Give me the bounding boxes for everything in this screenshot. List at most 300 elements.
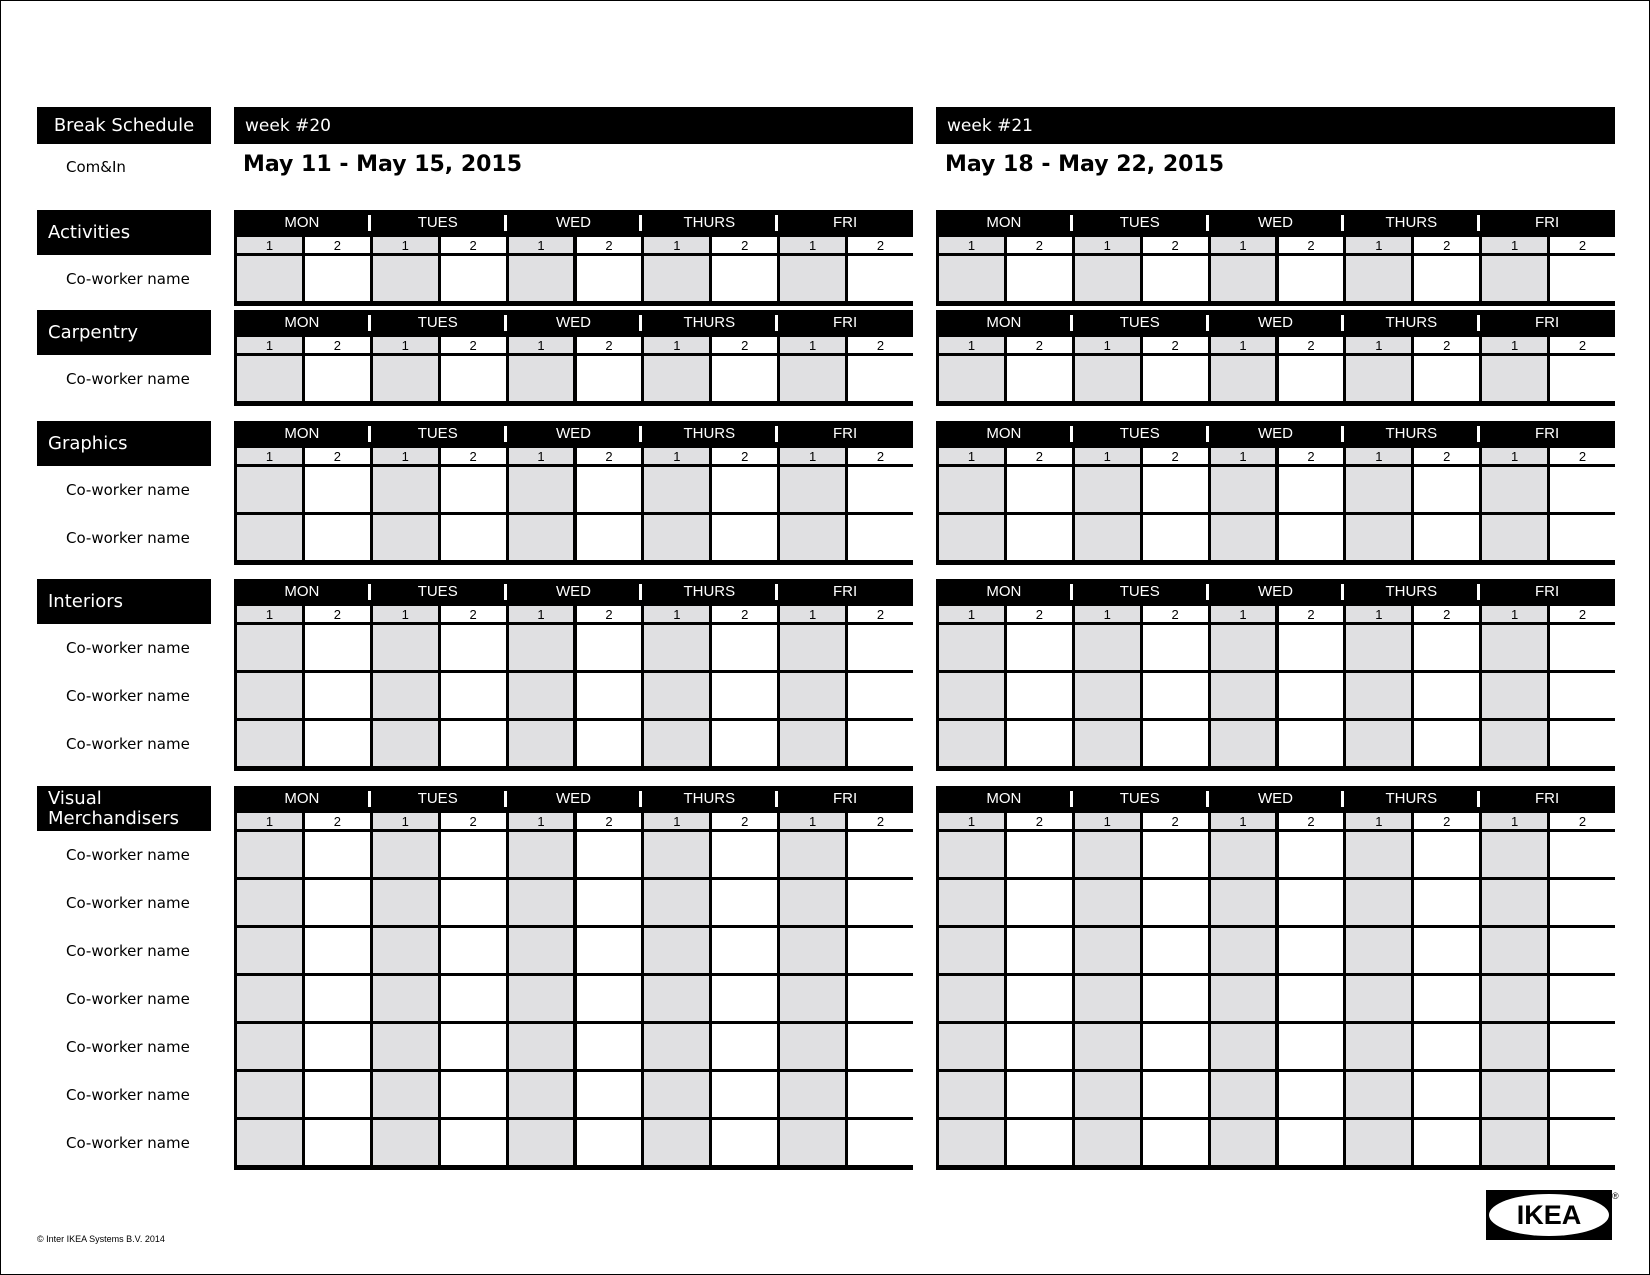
- break-cell[interactable]: [644, 625, 709, 670]
- break-cell[interactable]: [1007, 625, 1072, 670]
- break-cell[interactable]: [780, 467, 845, 512]
- break-cell[interactable]: [1550, 1120, 1615, 1165]
- break-cell[interactable]: [1075, 928, 1140, 973]
- break-cell[interactable]: [644, 832, 709, 877]
- break-cell[interactable]: [939, 928, 1004, 973]
- break-cell[interactable]: [1007, 256, 1072, 301]
- break-cell[interactable]: [939, 880, 1004, 925]
- break-cell[interactable]: [373, 467, 438, 512]
- break-cell[interactable]: [577, 467, 642, 512]
- break-cell[interactable]: [305, 256, 370, 301]
- break-cell[interactable]: [1550, 256, 1615, 301]
- day-header: WED: [555, 314, 591, 331]
- break-cell[interactable]: [712, 625, 777, 670]
- break-cell[interactable]: [1414, 1072, 1479, 1117]
- break-cell[interactable]: [441, 515, 506, 560]
- break-cell[interactable]: [848, 928, 913, 973]
- break-cell[interactable]: [1414, 976, 1479, 1021]
- break-cell[interactable]: [1414, 673, 1479, 718]
- break-cell[interactable]: [1346, 832, 1411, 877]
- day-divider: [1477, 215, 1480, 231]
- break-cell[interactable]: [1550, 721, 1615, 766]
- break-cell[interactable]: [939, 976, 1004, 1021]
- break-cell[interactable]: [1279, 673, 1344, 718]
- break-cell[interactable]: [1007, 356, 1072, 401]
- break-cell[interactable]: [577, 673, 642, 718]
- break-cell[interactable]: [1143, 880, 1208, 925]
- break-cell[interactable]: [939, 467, 1004, 512]
- break-cell[interactable]: [1007, 673, 1072, 718]
- break-cell[interactable]: [305, 356, 370, 401]
- break-cell[interactable]: [780, 1120, 845, 1165]
- break-cell[interactable]: [305, 625, 370, 670]
- break-cell[interactable]: [939, 515, 1004, 560]
- break-cell[interactable]: [237, 515, 302, 560]
- break-cell[interactable]: [577, 1024, 642, 1069]
- break-cell[interactable]: [1482, 673, 1547, 718]
- break-cell[interactable]: [509, 976, 574, 1021]
- break-cell[interactable]: [577, 928, 642, 973]
- break-cell[interactable]: [441, 928, 506, 973]
- break-cell[interactable]: [305, 721, 370, 766]
- break-cell[interactable]: [1007, 1072, 1072, 1117]
- break-cell[interactable]: [712, 928, 777, 973]
- break-cell[interactable]: [577, 976, 642, 1021]
- break-cell[interactable]: [1414, 928, 1479, 973]
- break-cell[interactable]: [780, 256, 845, 301]
- break-cell[interactable]: [373, 515, 438, 560]
- break-cell[interactable]: [712, 356, 777, 401]
- break-cell[interactable]: [1279, 625, 1344, 670]
- break-cell[interactable]: [1075, 625, 1140, 670]
- break-cell[interactable]: [305, 467, 370, 512]
- break-cell[interactable]: [577, 832, 642, 877]
- break-cell[interactable]: [1550, 515, 1615, 560]
- break-cell[interactable]: [1414, 625, 1479, 670]
- break-cell[interactable]: [237, 256, 302, 301]
- break-cell[interactable]: [1075, 356, 1140, 401]
- break-cell[interactable]: [509, 467, 574, 512]
- break-cell[interactable]: [848, 673, 913, 718]
- break-cell[interactable]: [237, 625, 302, 670]
- copyright-notice: © Inter IKEA Systems B.V. 2014: [37, 1234, 165, 1244]
- break-cell[interactable]: [1414, 880, 1479, 925]
- break-cell[interactable]: [373, 1120, 438, 1165]
- break-cell[interactable]: [780, 1024, 845, 1069]
- break-cell[interactable]: [939, 721, 1004, 766]
- break-cell[interactable]: [1550, 832, 1615, 877]
- break-cell[interactable]: [712, 832, 777, 877]
- break-cell[interactable]: [712, 515, 777, 560]
- break-cell[interactable]: [1346, 625, 1411, 670]
- break-cell[interactable]: [509, 1120, 574, 1165]
- break-cell[interactable]: [644, 356, 709, 401]
- break-cell[interactable]: [509, 256, 574, 301]
- break-cell[interactable]: [780, 1072, 845, 1117]
- break-cell[interactable]: [1075, 880, 1140, 925]
- break-cell[interactable]: [1279, 721, 1344, 766]
- break-cell[interactable]: [305, 515, 370, 560]
- break-cell[interactable]: [1482, 1024, 1547, 1069]
- break-number: 1: [237, 813, 302, 829]
- break-cell[interactable]: [1075, 976, 1140, 1021]
- break-cell[interactable]: [712, 880, 777, 925]
- department-label: Carpentry: [37, 310, 211, 355]
- break-cell[interactable]: [1346, 1072, 1411, 1117]
- break-cell[interactable]: [1279, 1072, 1344, 1117]
- break-cell[interactable]: [373, 928, 438, 973]
- break-cell[interactable]: [848, 256, 913, 301]
- break-cell[interactable]: [1482, 721, 1547, 766]
- day-divider: [775, 426, 778, 442]
- break-cell[interactable]: [780, 515, 845, 560]
- break-cell[interactable]: [509, 356, 574, 401]
- break-cell[interactable]: [441, 976, 506, 1021]
- break-cell[interactable]: [1279, 832, 1344, 877]
- break-cell[interactable]: [780, 976, 845, 1021]
- break-cell[interactable]: [1482, 256, 1547, 301]
- break-cell[interactable]: [509, 515, 574, 560]
- break-cell[interactable]: [441, 1024, 506, 1069]
- break-cell[interactable]: [848, 1072, 913, 1117]
- break-cell[interactable]: [1143, 515, 1208, 560]
- break-cell[interactable]: [1143, 928, 1208, 973]
- break-cell[interactable]: [644, 673, 709, 718]
- break-cell[interactable]: [1211, 1120, 1276, 1165]
- break-cell[interactable]: [939, 256, 1004, 301]
- break-cell[interactable]: [1143, 1072, 1208, 1117]
- break-cell[interactable]: [1007, 1120, 1072, 1165]
- break-cell[interactable]: [1007, 515, 1072, 560]
- break-cell[interactable]: [1211, 880, 1276, 925]
- break-cell[interactable]: [1482, 976, 1547, 1021]
- break-cell[interactable]: [1414, 467, 1479, 512]
- break-cell[interactable]: [237, 721, 302, 766]
- break-cell[interactable]: [712, 467, 777, 512]
- break-cell[interactable]: [373, 832, 438, 877]
- break-cell[interactable]: [1143, 1024, 1208, 1069]
- day-header: MON: [986, 214, 1022, 231]
- break-cell[interactable]: [644, 1072, 709, 1117]
- break-cell[interactable]: [577, 721, 642, 766]
- break-cell[interactable]: [441, 256, 506, 301]
- break-cell[interactable]: [237, 880, 302, 925]
- break-cell[interactable]: [237, 356, 302, 401]
- break-cell[interactable]: [373, 880, 438, 925]
- break-cell[interactable]: [509, 625, 574, 670]
- break-number: 1: [644, 606, 709, 622]
- break-cell[interactable]: [1211, 467, 1276, 512]
- break-cell[interactable]: [1007, 928, 1072, 973]
- break-cell[interactable]: [1211, 721, 1276, 766]
- break-cell[interactable]: [939, 625, 1004, 670]
- break-cell[interactable]: [373, 1072, 438, 1117]
- break-cell[interactable]: [1550, 1024, 1615, 1069]
- break-cell[interactable]: [441, 356, 506, 401]
- break-cell[interactable]: [373, 976, 438, 1021]
- break-cell[interactable]: [577, 515, 642, 560]
- break-cell[interactable]: [1211, 1024, 1276, 1069]
- department-label: Interiors: [37, 579, 211, 624]
- break-cell[interactable]: [939, 1120, 1004, 1165]
- break-cell[interactable]: [939, 673, 1004, 718]
- break-cell[interactable]: [441, 721, 506, 766]
- break-cell[interactable]: [305, 928, 370, 973]
- break-cell[interactable]: [577, 356, 642, 401]
- break-number: 2: [1007, 606, 1072, 622]
- break-cell[interactable]: [305, 976, 370, 1021]
- break-cell[interactable]: [1550, 673, 1615, 718]
- break-cell[interactable]: [1550, 928, 1615, 973]
- break-cell[interactable]: [780, 880, 845, 925]
- break-cell[interactable]: [1075, 832, 1140, 877]
- break-cell[interactable]: [644, 515, 709, 560]
- break-cell[interactable]: [780, 625, 845, 670]
- day-divider: [639, 584, 642, 600]
- break-cell[interactable]: [712, 1072, 777, 1117]
- break-cell[interactable]: [577, 1120, 642, 1165]
- break-cell[interactable]: [1346, 256, 1411, 301]
- break-cell[interactable]: [1279, 976, 1344, 1021]
- break-cell[interactable]: [939, 1024, 1004, 1069]
- break-cell[interactable]: [373, 356, 438, 401]
- break-cell[interactable]: [237, 928, 302, 973]
- break-cell[interactable]: [1550, 356, 1615, 401]
- break-cell[interactable]: [712, 976, 777, 1021]
- break-cell[interactable]: [644, 928, 709, 973]
- break-cell[interactable]: [1211, 928, 1276, 973]
- break-cell[interactable]: [644, 880, 709, 925]
- break-cell[interactable]: [1143, 256, 1208, 301]
- break-cell[interactable]: [1007, 880, 1072, 925]
- break-cell[interactable]: [1414, 356, 1479, 401]
- break-cell[interactable]: [1143, 721, 1208, 766]
- break-cell[interactable]: [1279, 880, 1344, 925]
- break-cell[interactable]: [1075, 1024, 1140, 1069]
- break-cell[interactable]: [1550, 467, 1615, 512]
- break-cell[interactable]: [848, 1120, 913, 1165]
- break-cell[interactable]: [237, 1024, 302, 1069]
- break-cell[interactable]: [1346, 721, 1411, 766]
- break-cell[interactable]: [644, 1120, 709, 1165]
- break-cell[interactable]: [1482, 625, 1547, 670]
- break-cell[interactable]: [237, 673, 302, 718]
- break-cell[interactable]: [780, 356, 845, 401]
- break-cell[interactable]: [509, 1024, 574, 1069]
- break-cell[interactable]: [1211, 1072, 1276, 1117]
- break-cell[interactable]: [848, 832, 913, 877]
- break-cell[interactable]: [441, 832, 506, 877]
- break-cell[interactable]: [1279, 467, 1344, 512]
- break-cell[interactable]: [509, 928, 574, 973]
- day-header: FRI: [1535, 790, 1560, 807]
- break-cell[interactable]: [441, 880, 506, 925]
- break-number: 1: [509, 606, 574, 622]
- schedule-grid: [936, 579, 1615, 771]
- break-cell[interactable]: [644, 467, 709, 512]
- break-cell[interactable]: [712, 1024, 777, 1069]
- break-cell[interactable]: [577, 256, 642, 301]
- break-cell[interactable]: [1414, 1120, 1479, 1165]
- break-cell[interactable]: [1414, 832, 1479, 877]
- break-cell[interactable]: [577, 880, 642, 925]
- break-cell[interactable]: [1482, 880, 1547, 925]
- break-cell[interactable]: [780, 721, 845, 766]
- break-cell[interactable]: [1007, 1024, 1072, 1069]
- break-cell[interactable]: [1143, 673, 1208, 718]
- break-cell[interactable]: [237, 976, 302, 1021]
- break-cell[interactable]: [1482, 515, 1547, 560]
- break-cell[interactable]: [712, 1120, 777, 1165]
- break-cell[interactable]: [712, 256, 777, 301]
- break-cell[interactable]: [1211, 256, 1276, 301]
- break-cell[interactable]: [441, 1120, 506, 1165]
- break-cell[interactable]: [441, 673, 506, 718]
- break-cell[interactable]: [1211, 356, 1276, 401]
- break-cell[interactable]: [1075, 673, 1140, 718]
- break-number: 2: [1550, 337, 1615, 353]
- break-cell[interactable]: [1414, 1024, 1479, 1069]
- break-cell[interactable]: [644, 976, 709, 1021]
- break-cell[interactable]: [509, 1072, 574, 1117]
- break-cell[interactable]: [1346, 515, 1411, 560]
- break-cell[interactable]: [1075, 1120, 1140, 1165]
- break-cell[interactable]: [1346, 467, 1411, 512]
- break-cell[interactable]: [305, 1072, 370, 1117]
- break-cell[interactable]: [373, 1024, 438, 1069]
- break-cell[interactable]: [1482, 356, 1547, 401]
- break-cell[interactable]: [644, 256, 709, 301]
- break-cell[interactable]: [712, 673, 777, 718]
- break-cell[interactable]: [237, 1072, 302, 1117]
- break-cell[interactable]: [848, 625, 913, 670]
- break-cell[interactable]: [1346, 1024, 1411, 1069]
- break-cell[interactable]: [1346, 880, 1411, 925]
- break-cell[interactable]: [1482, 928, 1547, 973]
- break-cell[interactable]: [1550, 976, 1615, 1021]
- break-cell[interactable]: [305, 1024, 370, 1069]
- break-cell[interactable]: [509, 832, 574, 877]
- break-cell[interactable]: [1143, 356, 1208, 401]
- break-cell[interactable]: [848, 721, 913, 766]
- break-cell[interactable]: [1279, 1120, 1344, 1165]
- break-cell[interactable]: [644, 1024, 709, 1069]
- break-cell[interactable]: [441, 1072, 506, 1117]
- break-cell[interactable]: [1346, 1120, 1411, 1165]
- break-cell[interactable]: [848, 515, 913, 560]
- break-cell[interactable]: [1075, 256, 1140, 301]
- break-cell[interactable]: [1414, 515, 1479, 560]
- break-cell[interactable]: [1143, 1120, 1208, 1165]
- break-cell[interactable]: [441, 467, 506, 512]
- break-cell[interactable]: [577, 625, 642, 670]
- break-cell[interactable]: [1482, 1120, 1547, 1165]
- break-cell[interactable]: [1346, 928, 1411, 973]
- break-cell[interactable]: [1075, 515, 1140, 560]
- break-cell[interactable]: [1211, 625, 1276, 670]
- break-cell[interactable]: [509, 673, 574, 718]
- break-cell[interactable]: [1143, 832, 1208, 877]
- break-cell[interactable]: [1346, 673, 1411, 718]
- day-header: WED: [1257, 314, 1293, 331]
- break-cell[interactable]: [1007, 832, 1072, 877]
- break-cell[interactable]: [780, 832, 845, 877]
- break-cell[interactable]: [1414, 721, 1479, 766]
- break-cell[interactable]: [780, 928, 845, 973]
- break-cell[interactable]: [1279, 1024, 1344, 1069]
- day-header: TUES: [1119, 214, 1160, 231]
- break-cell[interactable]: [1075, 467, 1140, 512]
- break-cell[interactable]: [305, 1120, 370, 1165]
- break-cell[interactable]: [441, 625, 506, 670]
- break-cell[interactable]: [305, 832, 370, 877]
- break-cell[interactable]: [1414, 256, 1479, 301]
- break-cell[interactable]: [1143, 467, 1208, 512]
- break-cell[interactable]: [1279, 928, 1344, 973]
- break-cell[interactable]: [712, 721, 777, 766]
- break-cell[interactable]: [1279, 356, 1344, 401]
- break-cell[interactable]: [305, 880, 370, 925]
- break-number: 2: [1414, 813, 1479, 829]
- break-cell[interactable]: [1075, 721, 1140, 766]
- break-cell[interactable]: [1550, 625, 1615, 670]
- break-cell[interactable]: [848, 1024, 913, 1069]
- break-cell[interactable]: [373, 256, 438, 301]
- day-header: MON: [986, 790, 1022, 807]
- break-cell[interactable]: [644, 721, 709, 766]
- break-cell[interactable]: [577, 1072, 642, 1117]
- break-cell[interactable]: [848, 880, 913, 925]
- break-cell[interactable]: [780, 673, 845, 718]
- break-cell[interactable]: [848, 356, 913, 401]
- break-cell[interactable]: [1143, 625, 1208, 670]
- break-cell[interactable]: [1482, 832, 1547, 877]
- break-cell[interactable]: [373, 721, 438, 766]
- break-cell[interactable]: [1346, 356, 1411, 401]
- break-cell[interactable]: [1007, 721, 1072, 766]
- break-cell[interactable]: [1482, 467, 1547, 512]
- break-cell[interactable]: [237, 467, 302, 512]
- break-cell[interactable]: [848, 467, 913, 512]
- break-cell[interactable]: [1007, 467, 1072, 512]
- break-cell[interactable]: [1550, 1072, 1615, 1117]
- break-cell[interactable]: [373, 625, 438, 670]
- break-cell[interactable]: [509, 880, 574, 925]
- break-cell[interactable]: [939, 1072, 1004, 1117]
- break-cell[interactable]: [1211, 976, 1276, 1021]
- break-cell[interactable]: [1482, 1072, 1547, 1117]
- break-cell[interactable]: [939, 832, 1004, 877]
- break-cell[interactable]: [1550, 880, 1615, 925]
- break-cell[interactable]: [1279, 515, 1344, 560]
- break-cell[interactable]: [1279, 256, 1344, 301]
- break-cell[interactable]: [1211, 515, 1276, 560]
- break-cell[interactable]: [1007, 976, 1072, 1021]
- break-cell[interactable]: [1211, 832, 1276, 877]
- day-header: MON: [284, 214, 320, 231]
- break-cell[interactable]: [848, 976, 913, 1021]
- break-cell[interactable]: [1211, 673, 1276, 718]
- break-cell[interactable]: [305, 673, 370, 718]
- break-cell[interactable]: [237, 1120, 302, 1165]
- break-cell[interactable]: [1346, 976, 1411, 1021]
- break-cell[interactable]: [1143, 976, 1208, 1021]
- break-cell[interactable]: [237, 832, 302, 877]
- break-cell[interactable]: [939, 356, 1004, 401]
- break-cell[interactable]: [509, 721, 574, 766]
- break-cell[interactable]: [373, 673, 438, 718]
- break-cell[interactable]: [1075, 1072, 1140, 1117]
